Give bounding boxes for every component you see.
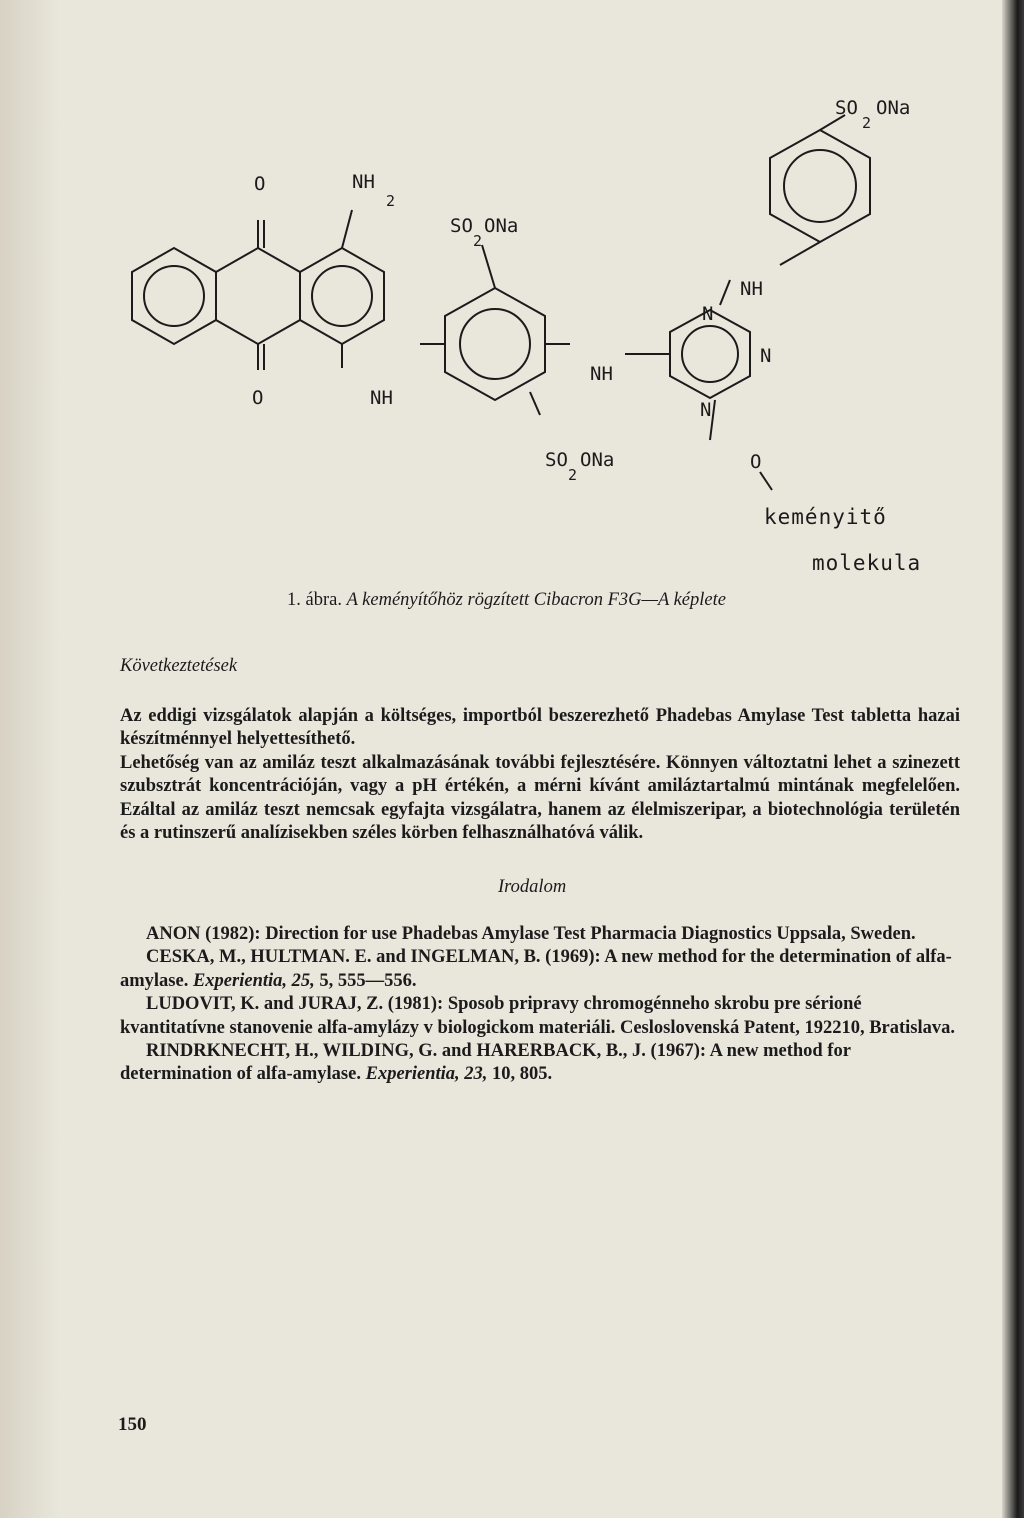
chemical-structure-figure (120, 80, 980, 620)
conclusions-body (120, 705, 960, 845)
label-so2ona-top-sub: 2 (862, 114, 872, 132)
label-nh2-sub: 2 (386, 192, 396, 210)
ring-phenyl-middle-circle (460, 309, 530, 379)
conclusions-paragraph-2: Lehetőség van az amiláz teszt alkalmazásának további fejlesztésére. Könnyen változtatni lehet a szinezett szubsztrát koncentrációján, vagy a pH értékén, a mérni kívánt amiláztartalmú mintának megfelelően. Ezáltal az amiláz teszt nemcsak egyfajta vizsgálatra, hanem az élelmiszeripar, a biotechnológia területén és a rutinszerű analízisekben széles körben felhasználhatóvá válik. (120, 752, 960, 844)
label-hardener-line1: keményitő (764, 505, 887, 529)
label-o-top: O (254, 173, 266, 195)
ring-left-circle (144, 266, 204, 326)
label-so2ona-mid-suffix: ONa (484, 215, 519, 237)
references-heading: Irodalom (498, 877, 567, 897)
caption-text: A keményítőhöz rögzített Cibacron F3G—A képlete (346, 590, 726, 610)
reference-4 (120, 1040, 960, 1087)
label-n-top: N (702, 303, 714, 325)
label-nh-mid: NH (590, 363, 613, 385)
reference-2-text: CESKA, M., HULTMAN. E. and INGELMAN, B. (1969): A new method for the determination of alfa-amylase. (120, 947, 952, 991)
reference-3: LUDOVIT, K. and JURAJ, Z. (1981): Sposob pripravy chromogénneho skrobu pre sérioné kvantitatívne stanovenie alfa-amylázy v biologickom materiáli. Cesloslovenská Patent, 192210, Bratislava. (120, 994, 956, 1038)
label-o-right: O (750, 451, 762, 473)
conclusions-heading: Következtetések (120, 656, 238, 676)
label-nh-left: NH (370, 387, 393, 409)
ring-phenyl-top-circle (784, 150, 856, 222)
label-so2ona-top-suffix: ONa (876, 97, 911, 119)
reference-2-journal: Experientia, 25, (192, 970, 315, 991)
label-so2ona-bottom-suffix: ONa (580, 449, 615, 471)
label-so2ona-mid-sub: 2 (473, 232, 483, 250)
label-n-right: N (760, 345, 772, 367)
page-number: 150 (118, 1414, 147, 1435)
ring-triazine-circle (682, 326, 738, 382)
ring-right-circle (312, 266, 372, 326)
label-n-bottom: N (700, 399, 712, 421)
scan-shadow (0, 0, 60, 1518)
label-so2ona-bottom-prefix: SO (545, 449, 568, 471)
reference-4-journal: Experientia, 23, (365, 1064, 488, 1085)
figure-caption (287, 590, 726, 611)
ring-center (216, 248, 300, 344)
label-hardener-line2: molekula (812, 551, 922, 575)
reference-2-tail: 5, 555—556. (314, 970, 417, 991)
label-so2ona-top-prefix: SO (835, 97, 858, 119)
label-so2ona-mid-prefix: SO (450, 215, 473, 237)
conclusions-paragraph-1: Az eddigi vizsgálatok alapján a költséges, importból beszerezhető Phadebas Amylase Test tabletta hazai készítménnyel helyettesíthető. (120, 706, 960, 750)
references-list (120, 923, 960, 1087)
reference-4-text: RINDRKNECHT, H., WILDING, G. and HARERBACK, B., J. (1967): A new method for determination of alfa-amylase. (120, 1041, 851, 1085)
reference-2 (120, 946, 960, 993)
reference-4-tail: 10, 805. (487, 1064, 553, 1085)
label-so2ona-bottom-sub: 2 (568, 466, 578, 484)
label-o-bottom: O (252, 387, 264, 409)
page-edge (1002, 0, 1024, 1518)
label-nh-right: NH (740, 278, 763, 300)
reference-1: ANON (1982): Direction for use Phadebas Amylase Test Pharmacia Diagnostics Uppsala, Sweden. (146, 924, 916, 944)
label-nh2: NH (352, 171, 375, 193)
caption-number: 1. ábra. (287, 590, 342, 610)
